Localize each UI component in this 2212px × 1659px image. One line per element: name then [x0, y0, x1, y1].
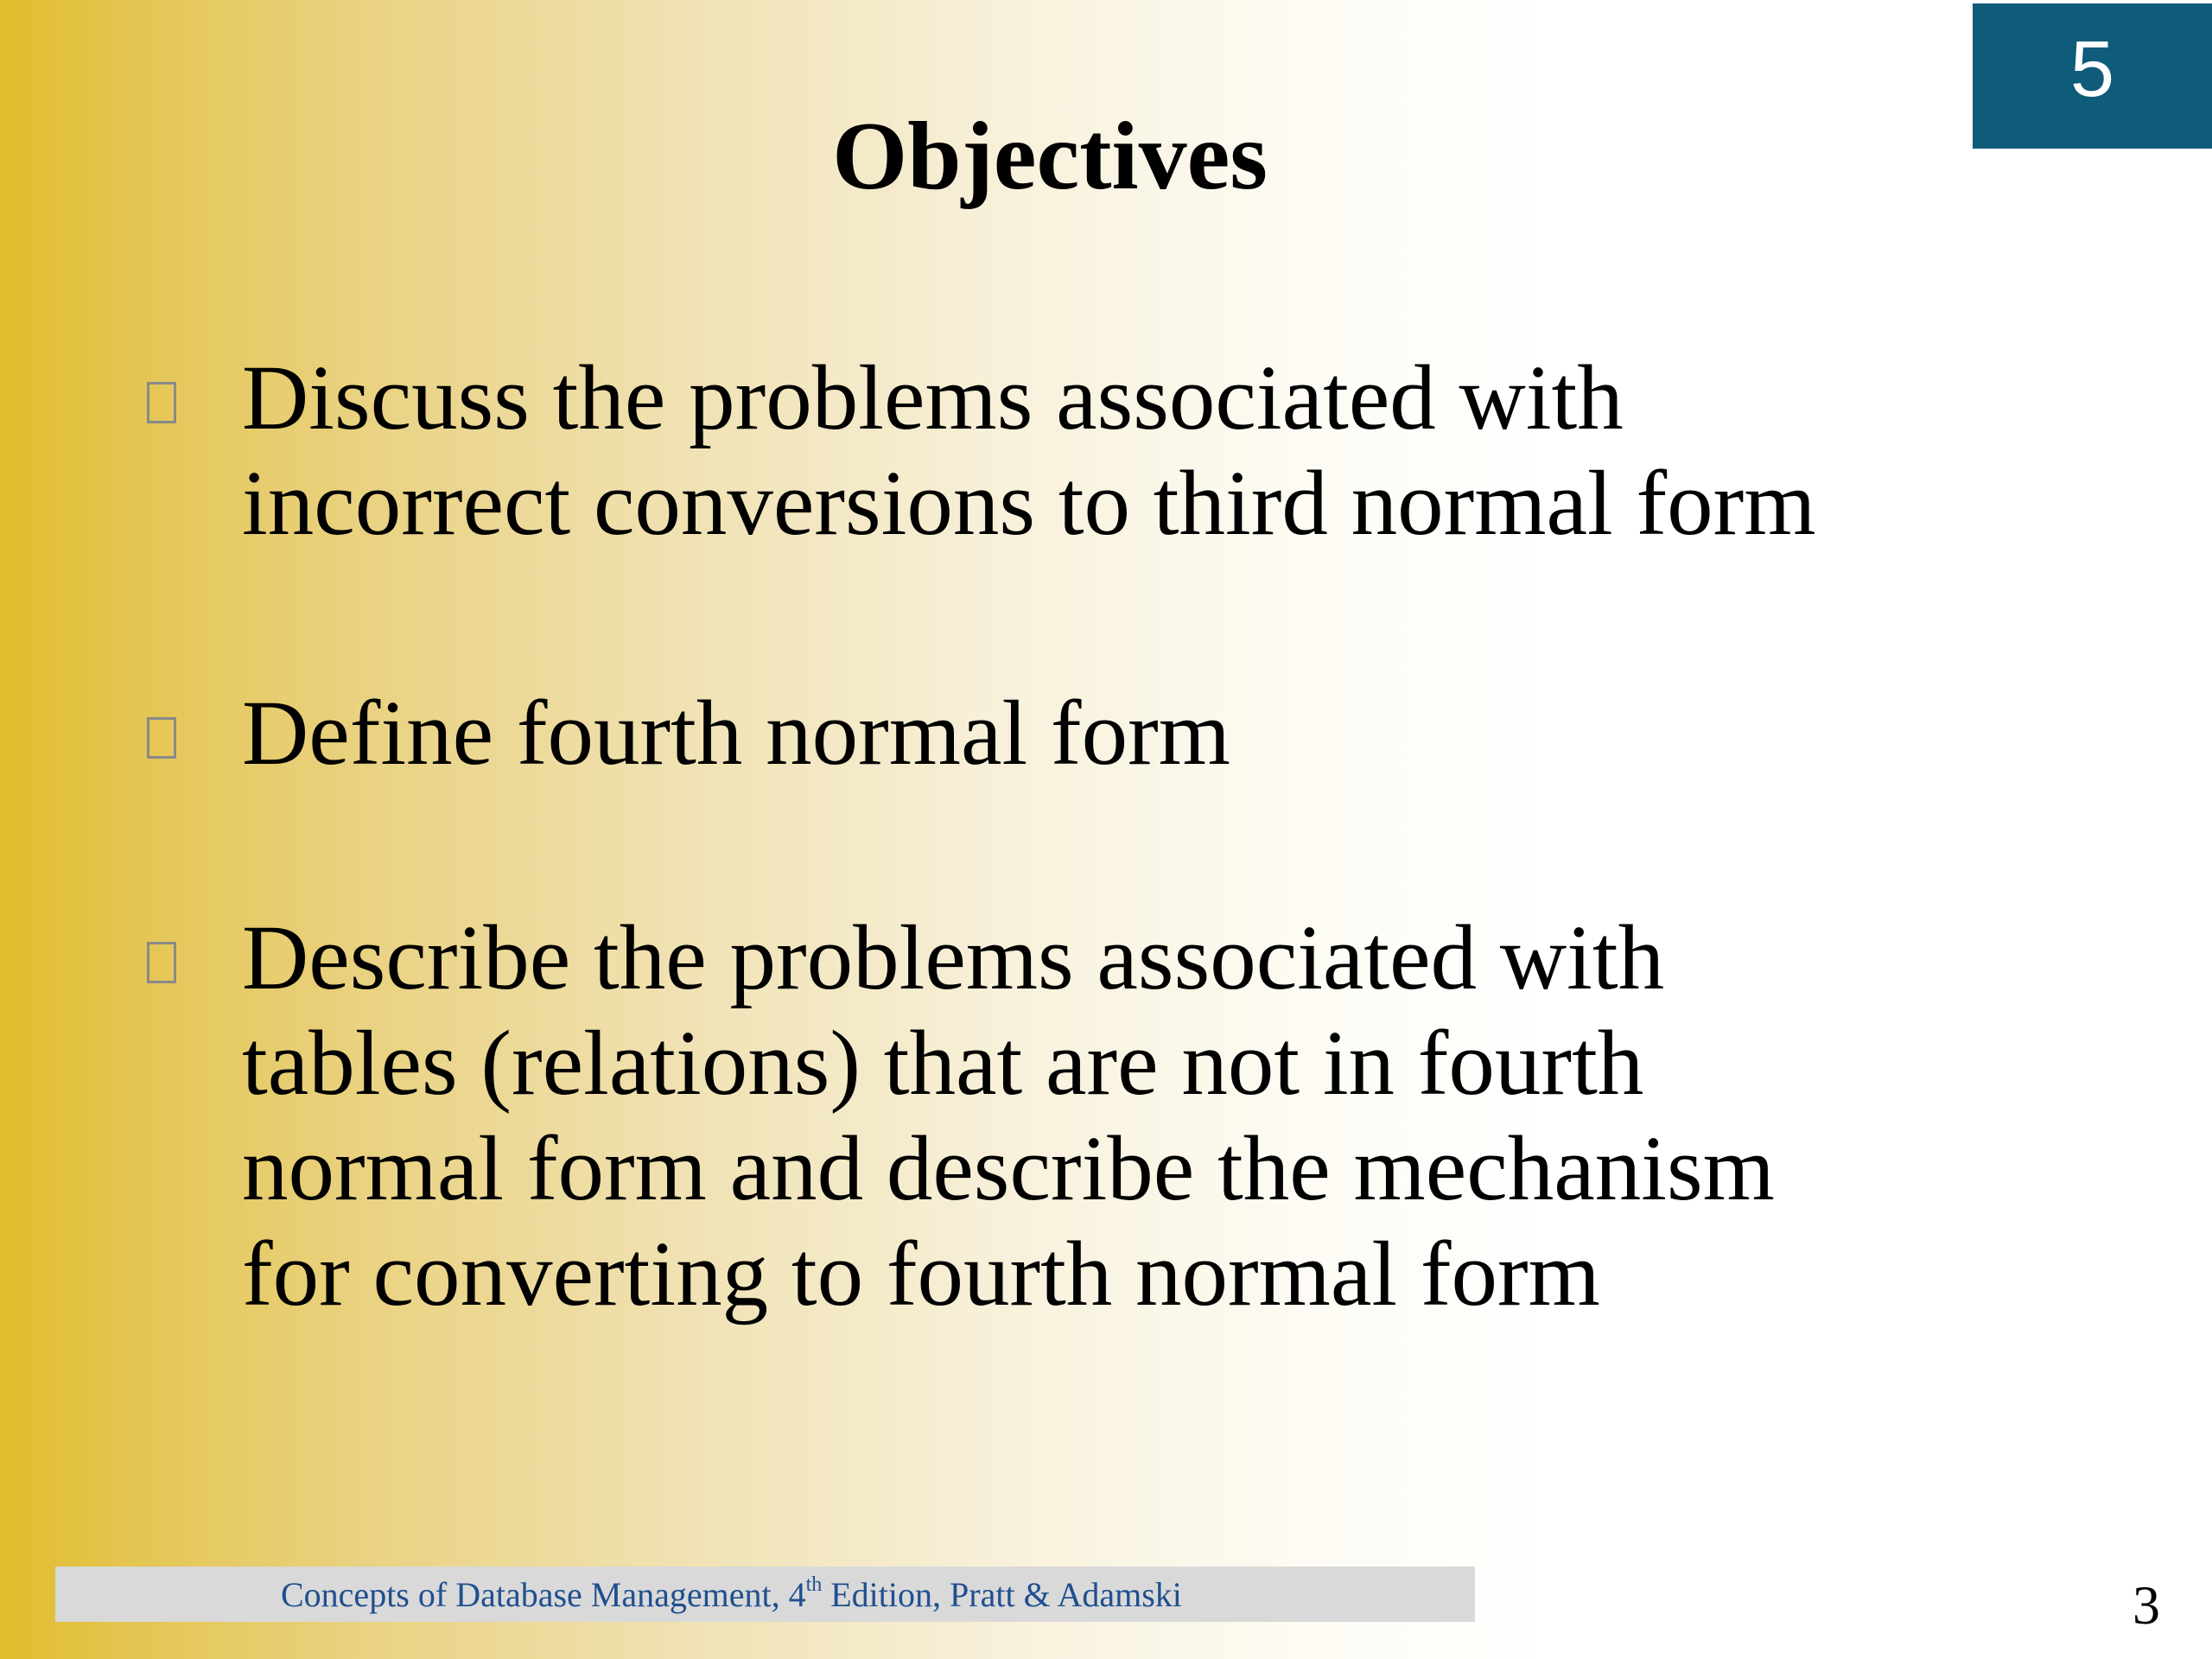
footer-prefix: Concepts of Database Management, 4	[281, 1575, 806, 1614]
page-number: 3	[2133, 1574, 2160, 1636]
bullet-icon	[147, 346, 242, 423]
bullet-text: Discuss the problems associated with incorrect conversions to third normal form	[242, 347, 1816, 555]
footer-citation	[281, 1573, 1182, 1614]
bullet-item	[147, 346, 2005, 556]
bullet-text: Describe the problems associated with tables (relations) that are not in fourth normal form and describe the mechanism for converting to fourth normal form	[242, 907, 1775, 1325]
footer-suffix: Edition, Pratt & Adamski	[822, 1575, 1182, 1614]
bullet-icon	[147, 906, 242, 983]
slide-title: Objectives	[832, 103, 1268, 210]
bullet-text: Define fourth normal form	[242, 683, 1230, 785]
bullet-item	[147, 681, 2005, 786]
bullet-icon	[147, 681, 242, 759]
chapter-number: 5	[2069, 25, 2115, 113]
bullet-item	[147, 906, 2005, 1327]
footer-superscript: th	[805, 1573, 823, 1596]
